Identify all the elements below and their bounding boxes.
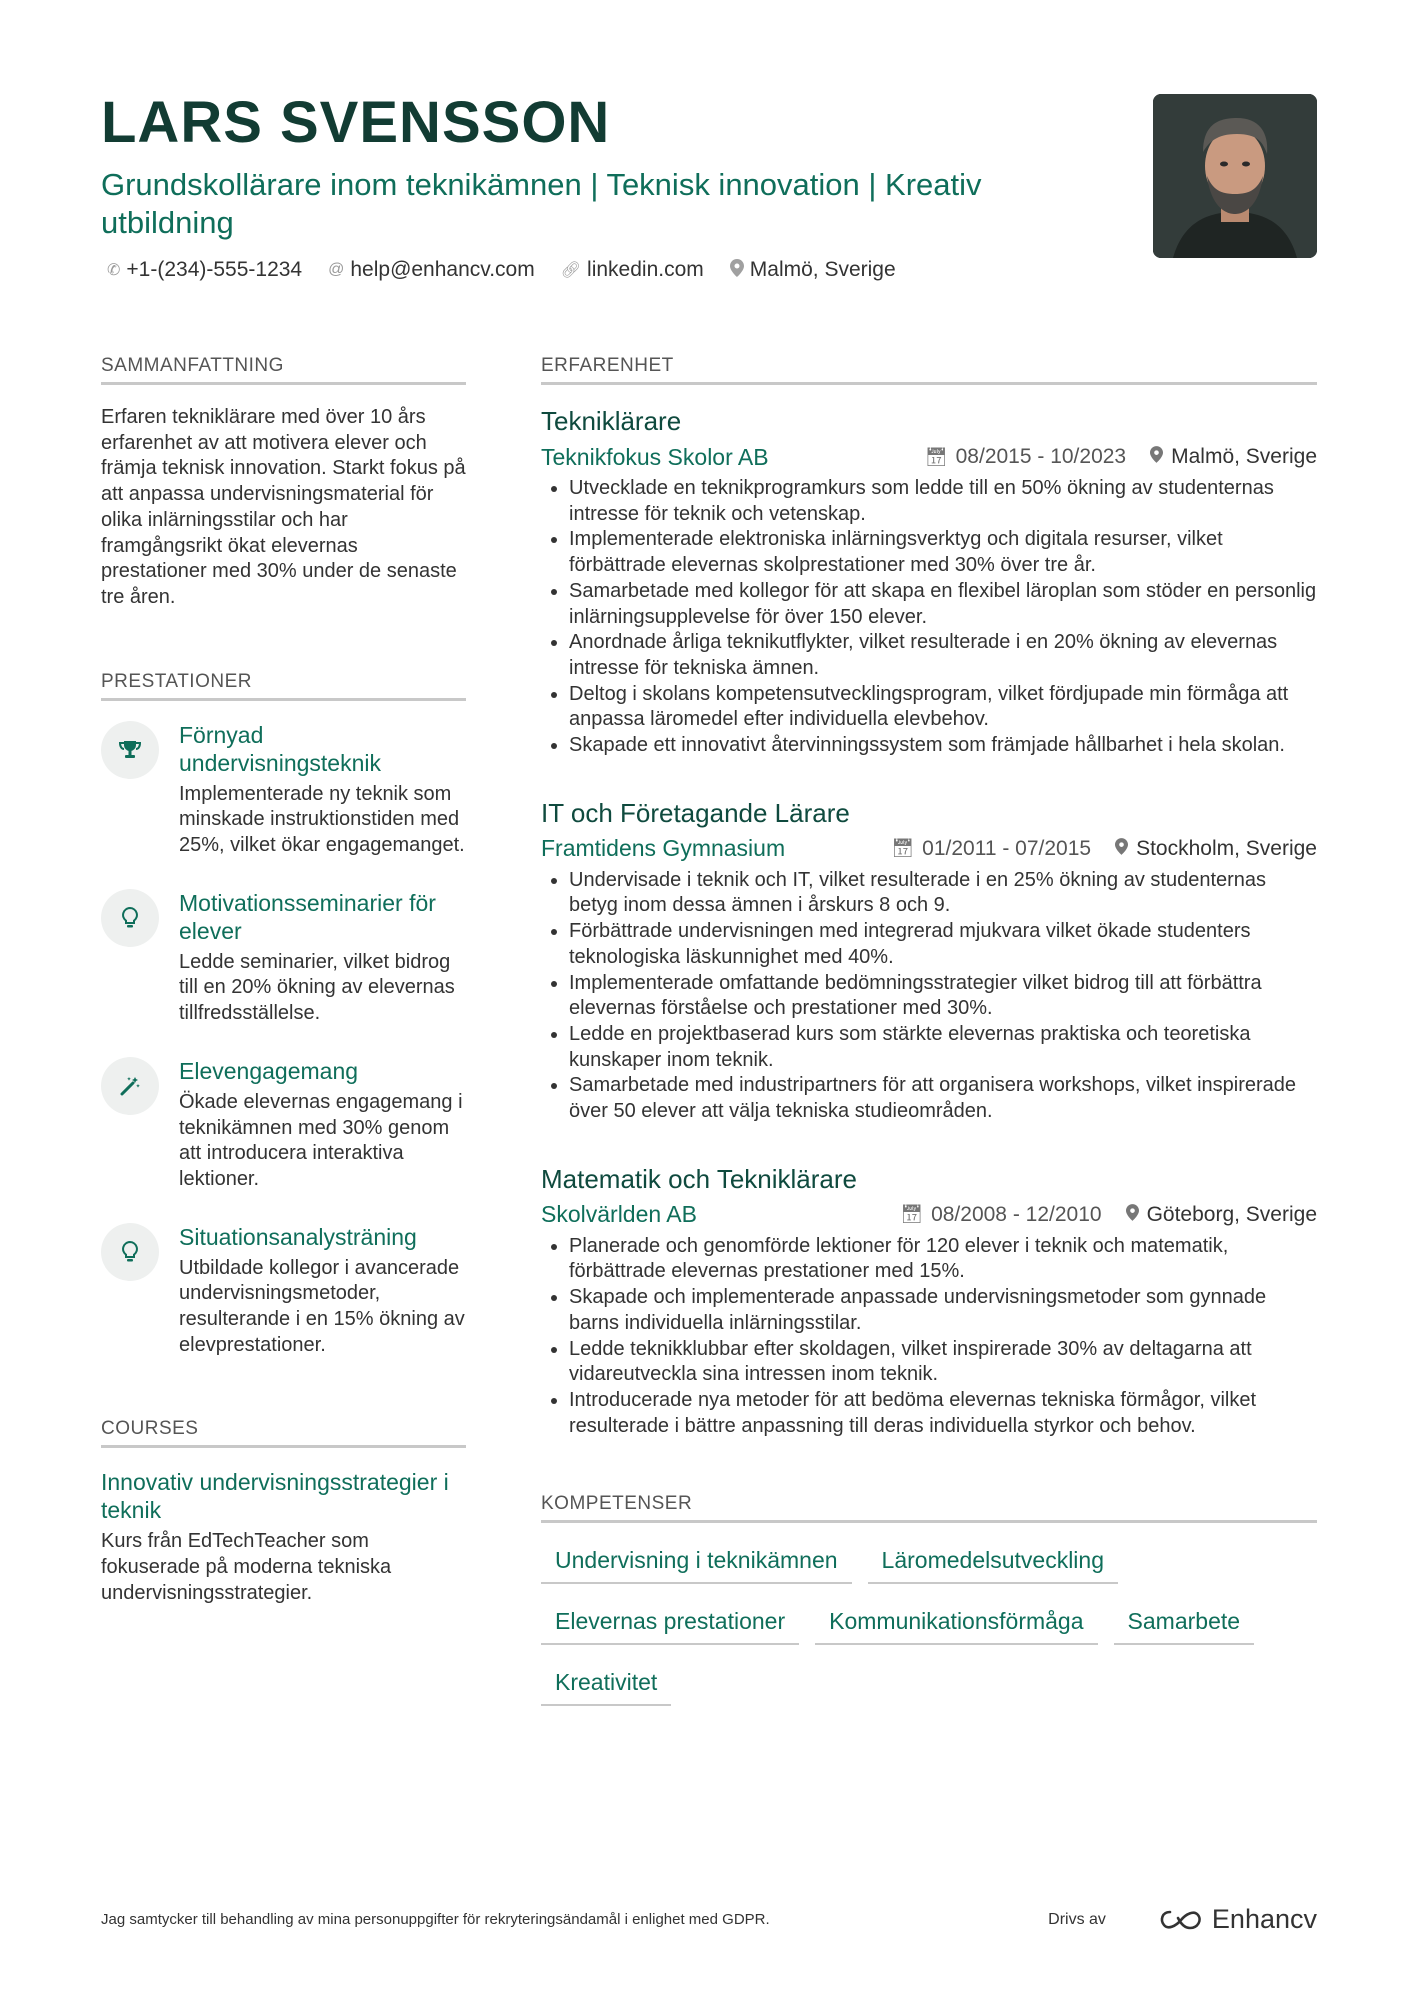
summary-text: Erfaren tekniklärare med över 10 års erfarenhet av att motivera elever och främja teknisk innovation. Starkt fokus på att anpassa undervisningsmaterial för olika inlärningsstilar och har framgångsrikt ökat elevernas prestationer med 30% under de senaste tre åren.	[101, 406, 466, 608]
bullet-item: • Samarbetade med industripartners för att organisera workshops, vilket inspirerade över 50 elever att välja tekniska studieområden.	[569, 1073, 1317, 1124]
bullet-item: • Deltog i skolans kompetensutvecklingsprogram, vilket fördjupade min förmåga att anpassa läromedel efter individuella elevbehov.	[569, 682, 1317, 733]
achievement-desc: Ledde seminarier, vilket bidrog till en 20% ökning av elevernas tillfredsställelse.	[179, 950, 455, 1025]
company-name: Skolvärlden AB	[541, 1201, 697, 1228]
contact-location	[730, 258, 896, 282]
summary-heading: SAMMANFATTNING	[101, 355, 466, 385]
skills-heading: KOMPETENSER	[541, 1493, 1317, 1523]
skill-tag: Samarbete	[1114, 1598, 1255, 1645]
link-icon: 🔗︎	[560, 262, 582, 279]
bullet-item: • Ledde en projektbaserad kurs som stärkte elevernas praktiska och teoretiska kunskaper inom teknik.	[569, 1022, 1317, 1073]
job-meta	[541, 1200, 1317, 1230]
brand-name: Enhancv	[1211, 1904, 1317, 1934]
trophy-icon	[101, 721, 159, 779]
bullet-item: • Undervisade i teknik och IT, vilket resulterade i en 25% ökning av studenternas betyg inom dessa ämnen i årskurs 8 och 9.	[569, 868, 1317, 919]
skill-tag: Undervisning i teknikämnen	[541, 1537, 852, 1584]
job-entry	[541, 1163, 1317, 1440]
skill-tag: Läromedelsutveckling	[868, 1537, 1118, 1584]
calendar-icon: 📅︎	[924, 446, 948, 467]
resume-header	[101, 88, 1061, 242]
job-title: Matematik och Tekniklärare	[541, 1163, 857, 1194]
course-desc: Kurs från EdTechTeacher som fokuserade på moderna tekniska undervisningsstrategier.	[101, 1530, 392, 1604]
skill-tag: Kommunikationsförmåga	[815, 1598, 1097, 1645]
bullet-item: • Anordnade årliga teknikutflykter, vilket resulterade i en 20% ökning av elevernas intresse för tekniska ämnen.	[569, 630, 1317, 681]
company-name: Framtidens Gymnasium	[541, 835, 786, 862]
dates-text: 01/2011 - 07/2015	[922, 836, 1092, 860]
location-icon	[730, 259, 744, 282]
achievement-title: Förnyad undervisningsteknik	[179, 721, 382, 776]
achievement-item	[101, 889, 466, 1027]
job-title: IT och Företagande Lärare	[541, 797, 850, 828]
bullet-item: • Planerade och genomförde lektioner för 120 elever i teknik och matematik, förbättrade elevernas prestationer med 15%.	[569, 1234, 1317, 1285]
dates-text: 08/2015 - 10/2023	[955, 445, 1127, 468]
candidate-name: LARS SVENSSON	[101, 90, 611, 155]
achievement-title: Motivationsseminarier för elever	[179, 889, 436, 944]
location-text: Göteborg, Sverige	[1146, 1202, 1317, 1226]
bullet-item: • Ledde teknikklubbar efter skoldagen, vilket inspirerade 30% av deltagarna att vidareutveckla sina intressen inom teknik.	[569, 1337, 1317, 1388]
job-bullets	[541, 868, 1317, 1125]
job-dates	[891, 837, 1091, 861]
skills-list	[541, 1537, 1317, 1720]
location-icon	[1115, 838, 1128, 860]
lightbulb-icon	[101, 1223, 159, 1281]
job-entry	[541, 405, 1317, 759]
courses-heading: COURSES	[101, 1418, 466, 1448]
experience-heading: ERFARENHET	[541, 355, 1317, 385]
contact-row	[107, 258, 896, 282]
job-location	[1150, 445, 1317, 469]
job-dates	[900, 1203, 1101, 1227]
achievement-item	[101, 1057, 466, 1193]
contact-phone	[107, 258, 302, 282]
job-dates	[925, 445, 1126, 469]
job-title: Tekniklärare	[541, 406, 682, 436]
location-text: Stockholm, Sverige	[1136, 836, 1317, 860]
lightbulb-icon	[101, 889, 159, 947]
at-icon: @	[328, 261, 345, 278]
job-bullets	[541, 1234, 1317, 1440]
bullet-item: • Introducerade nya metoder för att bedöma elevernas tekniska förmågor, vilket resulterade i bättre anpassning till deras individuella styrkor och behov.	[569, 1388, 1317, 1439]
job-meta	[541, 442, 1317, 472]
location-icon	[1150, 446, 1163, 468]
company-name: Teknikfokus Skolor AB	[541, 443, 769, 470]
job-meta	[541, 834, 1317, 864]
achievement-desc: Utbildade kollegor i avancerade undervisningsmetoder, resulterande i en 15% ökning av elevprestationer.	[179, 1256, 465, 1356]
calendar-icon: 📅︎	[891, 838, 915, 859]
phone-icon: ✆	[107, 262, 121, 279]
course-title: Innovativ undervisningsstrategier i teknik	[101, 1469, 449, 1524]
left-column	[101, 355, 466, 1607]
job-location	[1126, 1203, 1317, 1227]
headline: Grundskollärare inom teknikämnen | Teknisk innovation | Kreativ utbildning	[101, 167, 982, 240]
job-bullets	[541, 476, 1317, 759]
footer	[101, 1904, 1317, 1935]
bullet-item: • Samarbetade med kollegor för att skapa en flexibel läroplan som stöder en personlig inlärningsupplevelse för över 150 elever.	[569, 579, 1317, 630]
enhancv-logo[interactable]	[1158, 1904, 1317, 1935]
dates-text: 08/2008 - 12/2010	[931, 1202, 1102, 1226]
achievement-title: Elevengagemang	[179, 1057, 359, 1084]
location-text: Malmö, Sverige	[1171, 445, 1317, 468]
achievement-item	[101, 1223, 466, 1359]
achievement-desc: Implementerade ny teknik som minskade instruktionstiden med 25%, vilket ökar engagemanget.	[179, 782, 465, 857]
achievement-desc: Ökade elevernas engagemang i teknikämnen med 30% genom att introducera interaktiva lektioner.	[179, 1090, 463, 1190]
achievements-heading: PRESTATIONER	[101, 671, 466, 701]
job-entry	[541, 797, 1317, 1125]
enhancv-logo-icon	[1158, 1908, 1204, 1932]
bullet-item: • Förbättrade undervisningen med integrerad mjukvara vilket ökade studenters teknologiska läskunnighet med 40%.	[569, 919, 1317, 970]
bullet-item: • Implementerade omfattande bedömningsstrategier vilket bidrog till att förbättra elevernas förståelse och prestationer med 30%.	[569, 971, 1317, 1022]
job-location	[1115, 837, 1317, 861]
skill-tag: Kreativitet	[541, 1659, 671, 1706]
phone-text: +1-(234)-555-1234	[126, 258, 303, 281]
contact-email[interactable]	[328, 258, 535, 282]
gdpr-consent: Jag samtycker till behandling av mina personuppgifter för rekryteringsändamål i enlighet med GDPR.	[101, 1911, 770, 1928]
location-icon	[1126, 1204, 1139, 1226]
email-text: help@enhancv.com	[350, 258, 535, 281]
bullet-item: • Implementerade elektroniska inlärningsverktyg och digitala resurser, vilket förbättrade elevernas skolprestationer med 30% över tre år.	[569, 527, 1317, 578]
bullet-item: • Utvecklade en teknikprogramkurs som ledde till en 50% ökning av studenternas intresse för teknik och vetenskap.	[569, 476, 1317, 527]
bullet-item: • Skapade ett innovativt återvinningssystem som främjade hållbarhet i hela skolan.	[569, 733, 1317, 759]
skill-tag: Elevernas prestationer	[541, 1598, 799, 1645]
contact-linkedin[interactable]	[561, 258, 704, 282]
magic-wand-icon	[101, 1057, 159, 1115]
bullet-item: • Skapade och implementerade anpassade undervisningsmetoder som gynnade barns individuella inlärningsstilar.	[569, 1285, 1317, 1336]
calendar-icon: 📅︎	[900, 1204, 924, 1225]
powered-by-label: Drivs av	[1048, 1910, 1106, 1928]
achievement-title: Situationsanalysträning	[179, 1223, 417, 1250]
linkedin-text: linkedin.com	[587, 258, 704, 281]
right-column	[541, 355, 1317, 1720]
location-text: Malmö, Sverige	[749, 258, 896, 281]
profile-photo	[1153, 94, 1317, 258]
achievement-item	[101, 721, 466, 859]
